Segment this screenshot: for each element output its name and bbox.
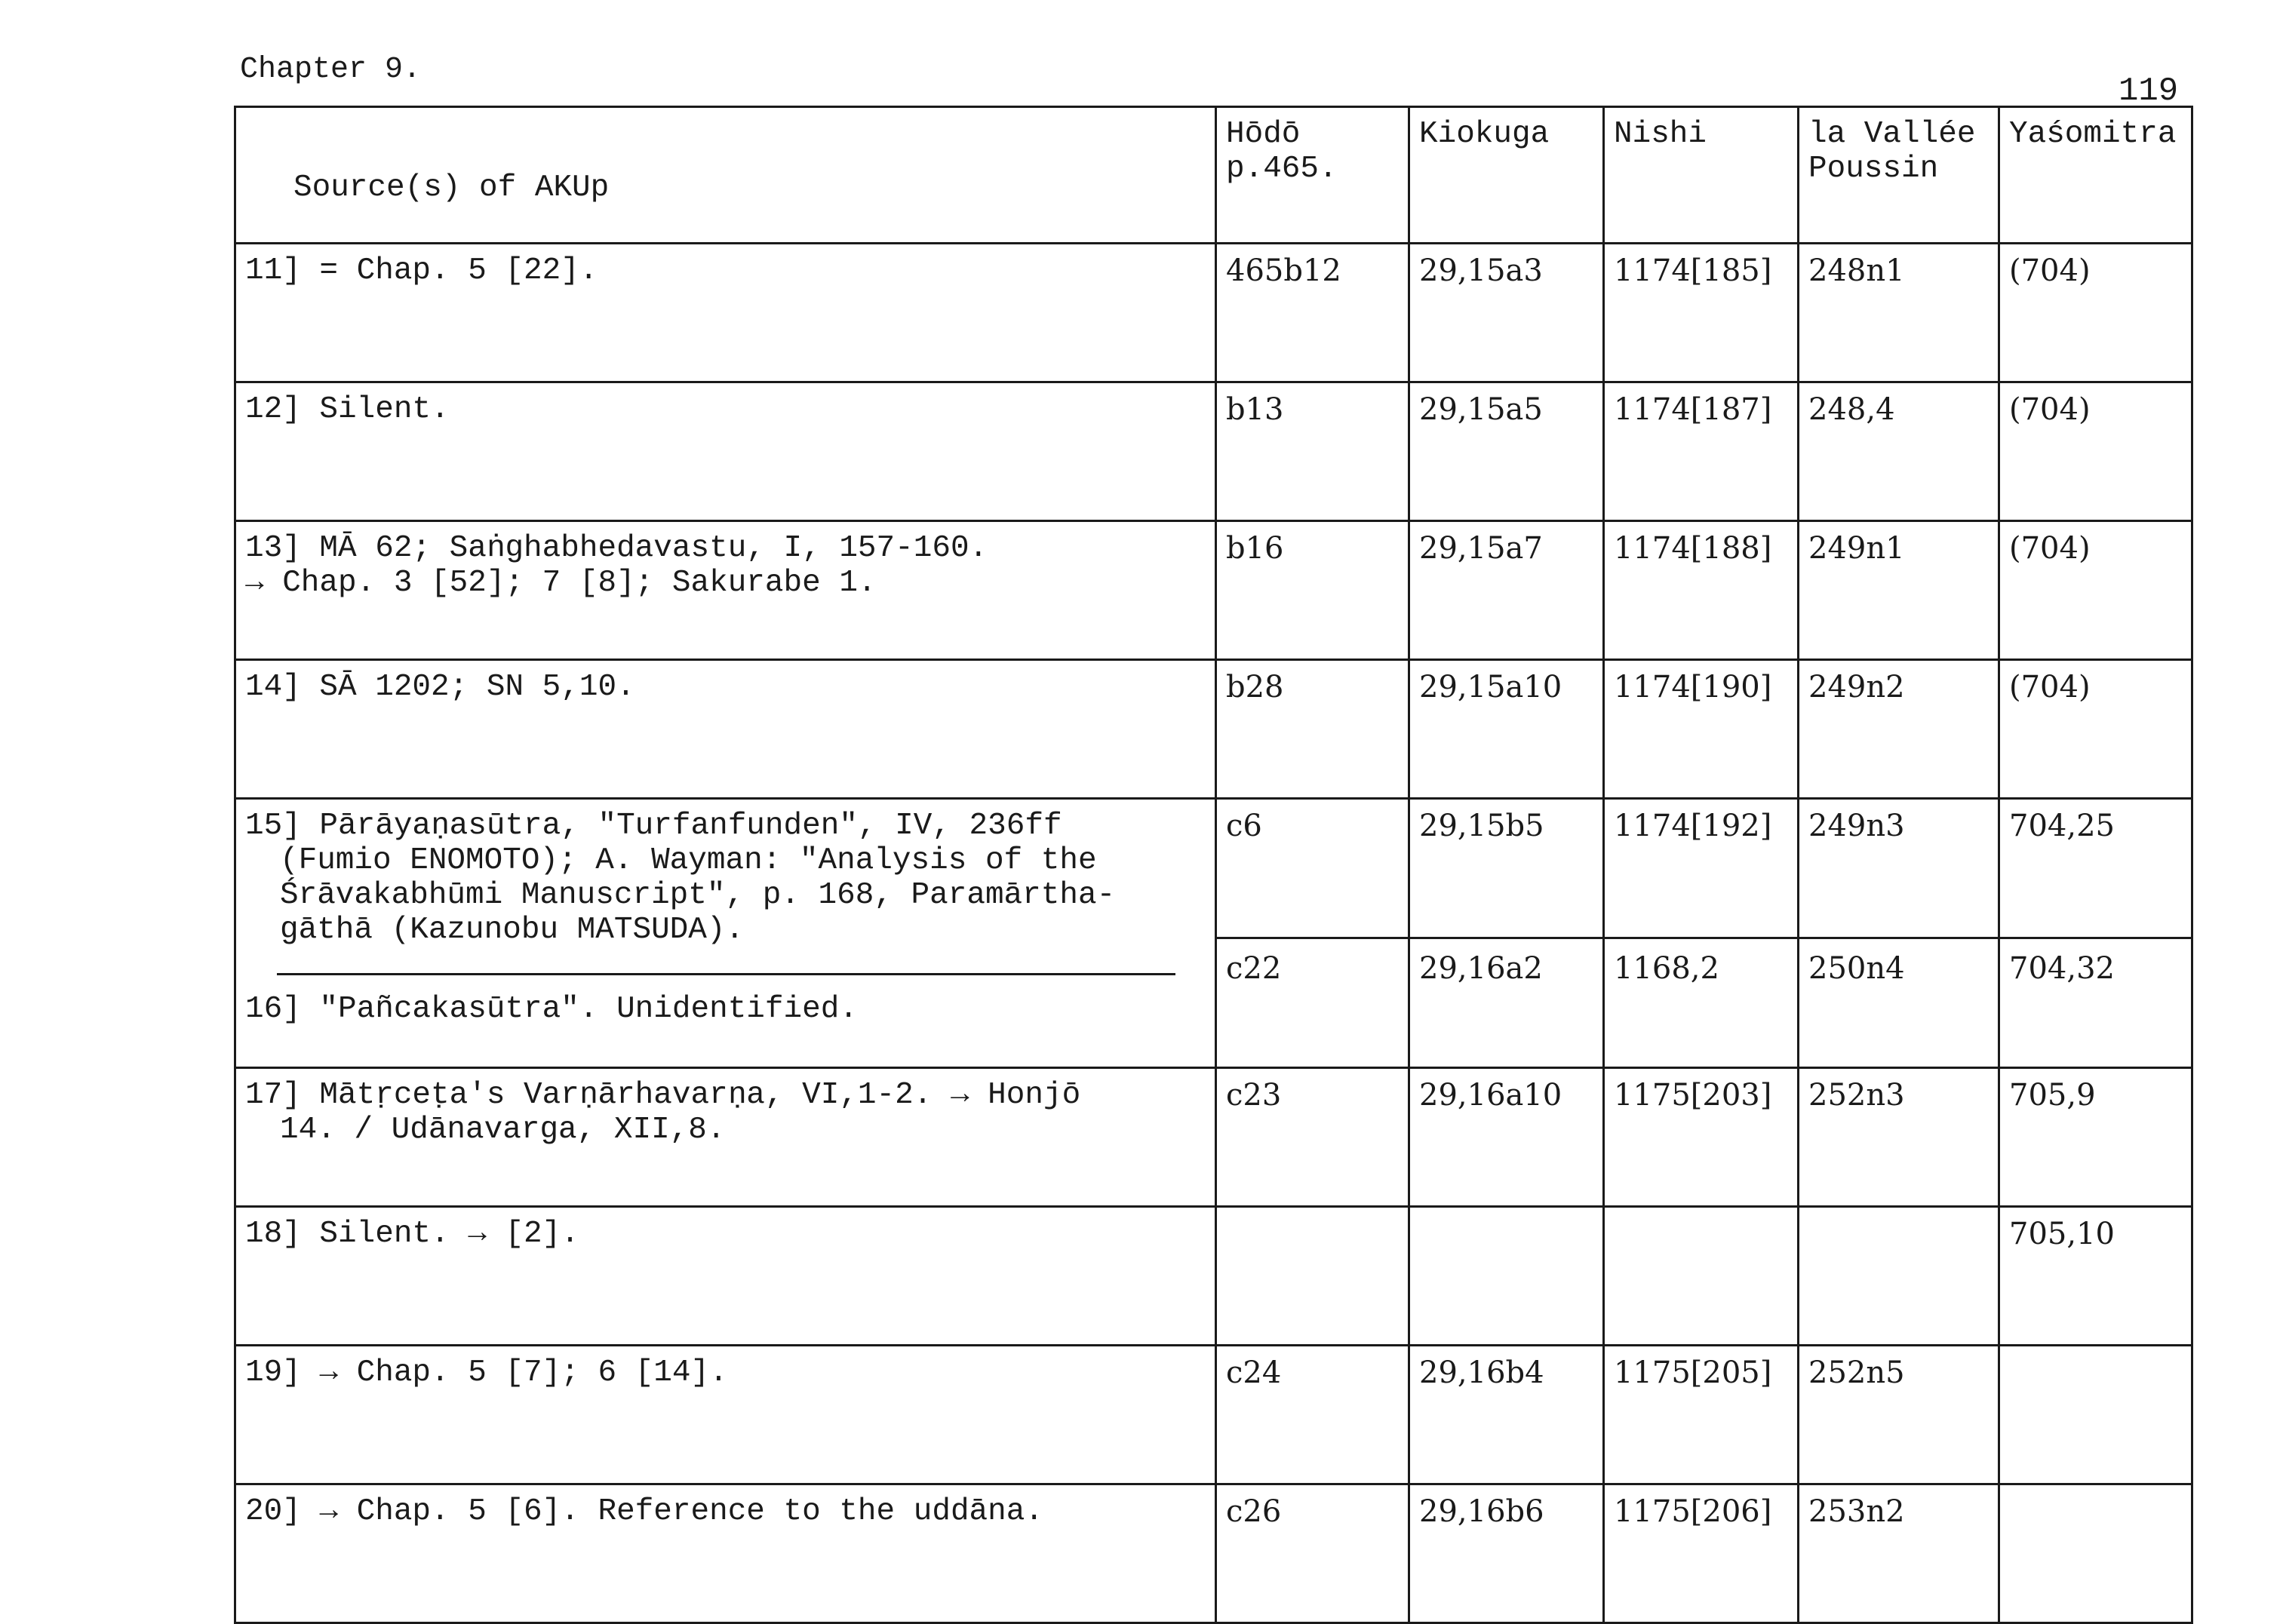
kiokuga-cell: 29,15b5 29,16a2 bbox=[1409, 799, 1604, 1068]
kiokuga-cell: 29,16b6 bbox=[1409, 1484, 1604, 1623]
hodo-cell: c23 bbox=[1216, 1068, 1409, 1207]
lvp-cell: 249n1 bbox=[1799, 521, 1999, 660]
yasomitra-cell: (704) bbox=[1999, 521, 2192, 660]
yasomitra-cell: 705,10 bbox=[1999, 1207, 2192, 1346]
source-cell bbox=[235, 1068, 1216, 1207]
column-header-source: Source(s) of AKUp bbox=[235, 107, 1216, 244]
hodo-cell: 465b12 bbox=[1216, 244, 1409, 382]
nishi-cell: 1175[205] bbox=[1604, 1346, 1799, 1484]
column-header-yasomitra: Yaśomitra bbox=[1999, 107, 2192, 244]
source-line: Śrāvakabhūmi Manuscript", p. 168, Paramārtha- bbox=[280, 878, 1116, 913]
source-cell: 18] Silent. → [2]. bbox=[235, 1207, 1216, 1346]
page-number: 119 bbox=[2119, 72, 2179, 110]
yasomitra-cell: 704,25 704,32 bbox=[1999, 799, 2192, 1068]
nishi-cell: 1175[206] bbox=[1604, 1484, 1799, 1623]
source-cell: 14] SĀ 1202; SN 5,10. bbox=[235, 660, 1216, 799]
lvp-cell bbox=[1799, 1207, 1999, 1346]
table-row bbox=[235, 244, 2192, 382]
table-header-row bbox=[235, 107, 2192, 244]
kiokuga-cell: 29,15a3 bbox=[1409, 244, 1604, 382]
yasomitra-cell: (704) bbox=[1999, 382, 2192, 521]
hodo-cell: b16 bbox=[1216, 521, 1409, 660]
chapter-heading: Chapter 9. bbox=[240, 53, 422, 87]
table-row bbox=[235, 1207, 2192, 1346]
hodo-cell: b28 bbox=[1216, 660, 1409, 799]
source-line: 16] "Pañcakasūtra". Unidentified. bbox=[245, 992, 858, 1027]
source-line: 17] Mātṛceṭa's Varṇārhavarṇa, VI,1-2. → Honjō bbox=[245, 1078, 1081, 1113]
source-cell: 19] → Chap. 5 [7]; 6 [14]. bbox=[235, 1346, 1216, 1484]
source-cell bbox=[235, 521, 1216, 660]
nishi-cell: 1174[185] bbox=[1604, 244, 1799, 382]
lvp-cell: 248,4 bbox=[1799, 382, 1999, 521]
lvp-cell: 249n2 bbox=[1799, 660, 1999, 799]
source-cell: 12] Silent. bbox=[235, 382, 1216, 521]
nishi-cell: 1175[203] bbox=[1604, 1068, 1799, 1207]
yasomitra-cell bbox=[1999, 1346, 2192, 1484]
table-row bbox=[235, 382, 2192, 521]
yasomitra-cell: (704) bbox=[1999, 660, 2192, 799]
column-header-hodo: Hōdō p.465. bbox=[1216, 107, 1409, 244]
lvp-cell: 252n5 bbox=[1799, 1346, 1999, 1484]
nishi-cell: 1174[192] 1168,2 bbox=[1604, 799, 1799, 1068]
kiokuga-cell: 29,15a7 bbox=[1409, 521, 1604, 660]
source-line: 14. / Udānavarga, XII,8. bbox=[280, 1113, 726, 1147]
source-line: 15] Pārāyaṇasūtra, "Turfanfunden", IV, 236ff bbox=[245, 809, 1062, 843]
column-header-kiokuga: Kiokuga bbox=[1409, 107, 1604, 244]
yasomitra-cell: (704) bbox=[1999, 244, 2192, 382]
kiokuga-cell: 29,15a5 bbox=[1409, 382, 1604, 521]
nishi-cell: 1174[190] bbox=[1604, 660, 1799, 799]
divider bbox=[277, 973, 1175, 975]
table-row bbox=[235, 1346, 2192, 1484]
hodo-cell: c26 bbox=[1216, 1484, 1409, 1623]
nishi-cell: 1174[188] bbox=[1604, 521, 1799, 660]
source-line: gāthā (Kazunobu MATSUDA). bbox=[280, 913, 745, 947]
lvp-cell: 249n3 250n4 bbox=[1799, 799, 1999, 1068]
lvp-cell: 252n3 bbox=[1799, 1068, 1999, 1207]
source-line: 13] MĀ 62; Saṅghabhedavastu, I, 157-160. bbox=[245, 531, 988, 566]
hodo-cell: b13 bbox=[1216, 382, 1409, 521]
source-line: → Chap. 3 [52]; 7 [8]; Sakurabe 1. bbox=[245, 566, 877, 600]
lvp-cell: 248n1 bbox=[1799, 244, 1999, 382]
table-row bbox=[235, 521, 2192, 660]
table-row bbox=[235, 660, 2192, 799]
yasomitra-cell bbox=[1999, 1484, 2192, 1623]
sources-table bbox=[234, 106, 2193, 1624]
source-line: (Fumio ENOMOTO); A. Wayman: "Analysis of the bbox=[280, 843, 1097, 878]
column-header-la-vallee-poussin: la Vallée Poussin bbox=[1799, 107, 1999, 244]
table-row bbox=[235, 799, 2192, 1068]
lvp-cell: 253n2 bbox=[1799, 1484, 1999, 1623]
kiokuga-cell bbox=[1409, 1207, 1604, 1346]
hodo-cell: c6 c22 bbox=[1216, 799, 1409, 1068]
kiokuga-cell: 29,15a10 bbox=[1409, 660, 1604, 799]
hodo-cell: c24 bbox=[1216, 1346, 1409, 1484]
source-cell bbox=[235, 799, 1216, 1068]
kiokuga-cell: 29,16a10 bbox=[1409, 1068, 1604, 1207]
nishi-cell bbox=[1604, 1207, 1799, 1346]
hodo-cell bbox=[1216, 1207, 1409, 1346]
yasomitra-cell: 705,9 bbox=[1999, 1068, 2192, 1207]
source-cell: 11] = Chap. 5 [22]. bbox=[235, 244, 1216, 382]
table-row bbox=[235, 1484, 2192, 1623]
table-row bbox=[235, 1068, 2192, 1207]
column-header-nishi: Nishi bbox=[1604, 107, 1799, 244]
source-cell: 20] → Chap. 5 [6]. Reference to the uddāna. bbox=[235, 1484, 1216, 1623]
nishi-cell: 1174[187] bbox=[1604, 382, 1799, 521]
kiokuga-cell: 29,16b4 bbox=[1409, 1346, 1604, 1484]
